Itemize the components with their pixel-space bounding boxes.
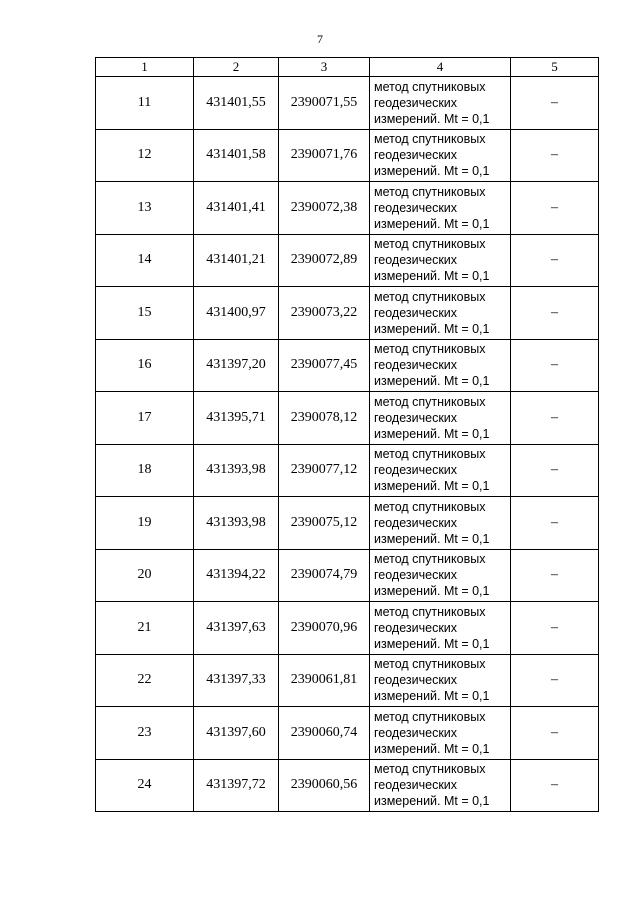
x-coordinate-cell: 431401,58	[194, 129, 279, 182]
method-line: метод спутниковых	[374, 499, 486, 514]
note-cell: –	[511, 182, 599, 235]
y-coordinate-cell: 2390077,45	[279, 339, 370, 392]
table-row	[96, 339, 599, 392]
x-coordinate-cell: 431393,98	[194, 444, 279, 497]
point-number-cell: 15	[96, 287, 194, 340]
method-cell	[370, 707, 511, 760]
column-header: 4	[370, 58, 511, 77]
point-number-cell: 22	[96, 654, 194, 707]
method-line: метод спутниковых	[374, 604, 486, 619]
y-coordinate-cell: 2390072,38	[279, 182, 370, 235]
method-cell	[370, 444, 511, 497]
method-line: измерений. Mt = 0,1	[374, 531, 490, 546]
y-coordinate-cell: 2390060,74	[279, 707, 370, 760]
page-number: 7	[317, 32, 323, 46]
method-cell	[370, 759, 511, 812]
method-cell	[370, 497, 511, 550]
x-coordinate-cell: 431394,22	[194, 549, 279, 602]
method-cell	[370, 287, 511, 340]
method-line: измерений. Mt = 0,1	[374, 321, 490, 336]
y-coordinate-cell: 2390071,76	[279, 129, 370, 182]
point-number-cell: 24	[96, 759, 194, 812]
point-number-cell: 17	[96, 392, 194, 445]
method-line: геодезических	[374, 673, 458, 688]
table-row	[96, 444, 599, 497]
column-header: 2	[194, 58, 279, 77]
column-header: 5	[511, 58, 599, 77]
table-row	[96, 234, 599, 287]
method-line: метод спутниковых	[374, 79, 486, 94]
y-coordinate-cell: 2390070,96	[279, 602, 370, 655]
method-cell	[370, 549, 511, 602]
x-coordinate-cell: 431401,55	[194, 77, 279, 130]
point-number-cell: 20	[96, 549, 194, 602]
x-coordinate-cell: 431401,41	[194, 182, 279, 235]
note-cell: –	[511, 549, 599, 602]
note-cell: –	[511, 77, 599, 130]
method-cell	[370, 182, 511, 235]
point-number-cell: 23	[96, 707, 194, 760]
y-coordinate-cell: 2390077,12	[279, 444, 370, 497]
method-cell	[370, 339, 511, 392]
method-cell	[370, 392, 511, 445]
point-number-cell: 11	[96, 77, 194, 130]
y-coordinate-cell: 2390071,55	[279, 77, 370, 130]
table-row	[96, 549, 599, 602]
method-line: геодезических	[374, 358, 458, 373]
method-line: измерений. Mt = 0,1	[374, 426, 490, 441]
table-row	[96, 182, 599, 235]
note-cell: –	[511, 339, 599, 392]
method-line: метод спутниковых	[374, 709, 486, 724]
method-line: метод спутниковых	[374, 289, 486, 304]
method-line: измерений. Mt = 0,1	[374, 269, 490, 284]
table-row	[96, 497, 599, 550]
method-line: измерений. Mt = 0,1	[374, 479, 490, 494]
x-coordinate-cell: 431397,72	[194, 759, 279, 812]
method-line: измерений. Mt = 0,1	[374, 374, 490, 389]
method-line: метод спутниковых	[374, 237, 486, 252]
method-line: геодезических	[374, 200, 458, 215]
table-row	[96, 654, 599, 707]
method-line: геодезических	[374, 620, 458, 635]
y-coordinate-cell: 2390072,89	[279, 234, 370, 287]
method-line: измерений. Mt = 0,1	[374, 741, 490, 756]
method-line: метод спутниковых	[374, 447, 486, 462]
note-cell: –	[511, 707, 599, 760]
y-coordinate-cell: 2390073,22	[279, 287, 370, 340]
x-coordinate-cell: 431397,60	[194, 707, 279, 760]
method-cell	[370, 77, 511, 130]
method-line: метод спутниковых	[374, 342, 486, 357]
note-cell: –	[511, 602, 599, 655]
x-coordinate-cell: 431397,20	[194, 339, 279, 392]
table-row	[96, 287, 599, 340]
x-coordinate-cell: 431400,97	[194, 287, 279, 340]
table-row	[96, 707, 599, 760]
point-number-cell: 16	[96, 339, 194, 392]
method-line: измерений. Mt = 0,1	[374, 584, 490, 599]
note-cell: –	[511, 234, 599, 287]
x-coordinate-cell: 431401,21	[194, 234, 279, 287]
y-coordinate-cell: 2390075,12	[279, 497, 370, 550]
method-line: метод спутниковых	[374, 552, 486, 567]
method-line: метод спутниковых	[374, 184, 486, 199]
x-coordinate-cell: 431397,33	[194, 654, 279, 707]
x-coordinate-cell: 431393,98	[194, 497, 279, 550]
table-row	[96, 129, 599, 182]
method-line: измерений. Mt = 0,1	[374, 216, 490, 231]
point-number-cell: 12	[96, 129, 194, 182]
method-cell	[370, 602, 511, 655]
x-coordinate-cell: 431397,63	[194, 602, 279, 655]
method-line: измерений. Mt = 0,1	[374, 164, 490, 179]
method-cell	[370, 129, 511, 182]
y-coordinate-cell: 2390061,81	[279, 654, 370, 707]
note-cell: –	[511, 444, 599, 497]
table-row	[96, 77, 599, 130]
method-line: геодезических	[374, 410, 458, 425]
point-number-cell: 19	[96, 497, 194, 550]
method-cell	[370, 234, 511, 287]
method-line: геодезических	[374, 95, 458, 110]
method-line: геодезических	[374, 463, 458, 478]
method-line: измерений. Mt = 0,1	[374, 636, 490, 651]
method-line: геодезических	[374, 515, 458, 530]
point-number-cell: 18	[96, 444, 194, 497]
method-line: геодезических	[374, 305, 458, 320]
method-line: измерений. Mt = 0,1	[374, 794, 490, 809]
note-cell: –	[511, 654, 599, 707]
y-coordinate-cell: 2390078,12	[279, 392, 370, 445]
method-line: геодезических	[374, 568, 458, 583]
point-number-cell: 13	[96, 182, 194, 235]
table-header-row	[96, 58, 599, 77]
note-cell: –	[511, 392, 599, 445]
table-row	[96, 602, 599, 655]
note-cell: –	[511, 287, 599, 340]
method-line: геодезических	[374, 253, 458, 268]
column-header: 1	[96, 58, 194, 77]
coordinates-table	[95, 57, 599, 812]
method-cell	[370, 654, 511, 707]
method-line: геодезических	[374, 778, 458, 793]
method-line: метод спутниковых	[374, 394, 486, 409]
note-cell: –	[511, 497, 599, 550]
method-line: метод спутниковых	[374, 657, 486, 672]
method-line: геодезических	[374, 148, 458, 163]
point-number-cell: 14	[96, 234, 194, 287]
point-number-cell: 21	[96, 602, 194, 655]
method-line: метод спутниковых	[374, 762, 486, 777]
method-line: измерений. Mt = 0,1	[374, 689, 490, 704]
note-cell: –	[511, 759, 599, 812]
table-body	[96, 77, 599, 812]
method-line: измерений. Mt = 0,1	[374, 111, 490, 126]
x-coordinate-cell: 431395,71	[194, 392, 279, 445]
column-header: 3	[279, 58, 370, 77]
note-cell: –	[511, 129, 599, 182]
table-row	[96, 759, 599, 812]
method-line: метод спутниковых	[374, 132, 486, 147]
y-coordinate-cell: 2390060,56	[279, 759, 370, 812]
method-line: геодезических	[374, 725, 458, 740]
table-row	[96, 392, 599, 445]
y-coordinate-cell: 2390074,79	[279, 549, 370, 602]
